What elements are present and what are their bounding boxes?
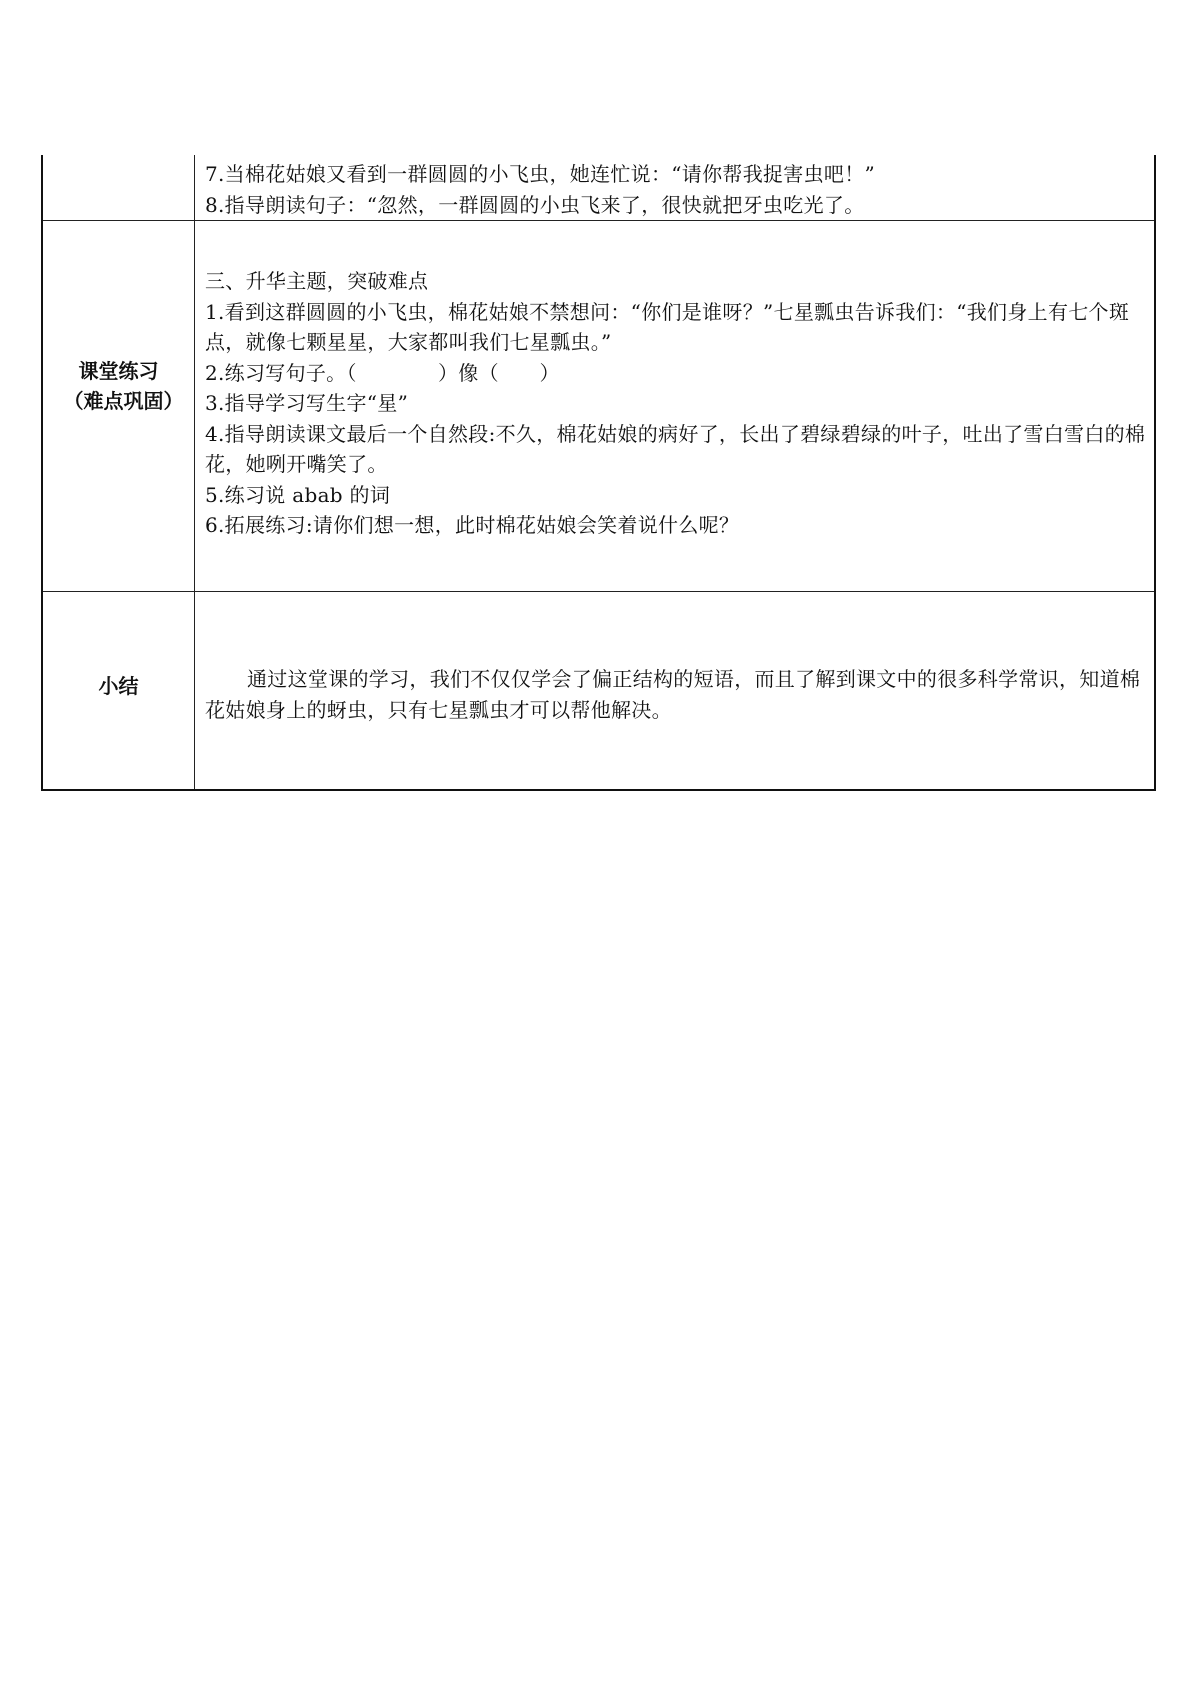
- summary-label: 小结: [98, 673, 139, 698]
- practice-item-2: 2.练习写句子。（ ）像（ ）: [205, 360, 560, 385]
- practice-item-5: 5.练习说 abab 的词: [205, 482, 391, 507]
- practice-item-3: 3.指导学习写生字“星”: [205, 391, 409, 415]
- step-8-text: 8.指导朗读句子：“忽然，一群圆圆的小虫飞来了，很快就把牙虫吃光了。: [205, 192, 865, 217]
- lesson-plan-table: [41, 155, 1156, 791]
- practice-content: [195, 221, 1154, 541]
- row-label-cell-empty: [42, 155, 195, 221]
- summary-text: 通过这堂课的学习，我们不仅仅学会了偏正结构的短语，而且了解到课文中的很多科学常识，知道棉花姑娘身上的蚜虫，只有七星瓢虫才可以帮他解决。: [205, 667, 1141, 722]
- section-heading: 三、升华主题，突破难点: [205, 269, 429, 293]
- table-row-summary: [42, 592, 1155, 791]
- row-label-cell-summary: [42, 592, 195, 791]
- step-7-text: 7.当棉花姑娘又看到一群圆圆的小飞虫，她连忙说：“请你帮我捉害虫吧！”: [205, 162, 876, 186]
- practice-label-subtitle: （难点巩固）: [63, 389, 184, 413]
- row-content-cell: [195, 155, 1156, 221]
- row-label-cell-practice: [42, 221, 195, 592]
- practice-label-title: 课堂练习: [78, 359, 159, 383]
- practice-label: [43, 221, 194, 591]
- practice-item-4: 4.指导朗读课文最后一个自然段:不久，棉花姑娘的病好了，长出了碧绿碧绿的叶子，吐出了雪白雪白的棉花，她咧开嘴笑了。: [205, 421, 1146, 476]
- practice-item-6: 6.拓展练习:请你们想一想，此时棉花姑娘会笑着说什么呢？: [205, 513, 740, 537]
- table-row-continuation: [42, 155, 1155, 221]
- row-content-cell: [195, 221, 1156, 592]
- table-row-practice: [42, 221, 1155, 592]
- continuation-content: [195, 155, 1154, 220]
- row-content-cell: [195, 592, 1156, 791]
- practice-item-1: 1.看到这群圆圆的小飞虫，棉花姑娘不禁想问：“你们是谁呀？”七星瓢虫告诉我们：“我们身上有七个斑点，就像七颗星星，大家都叫我们七星瓢虫。”: [205, 299, 1130, 354]
